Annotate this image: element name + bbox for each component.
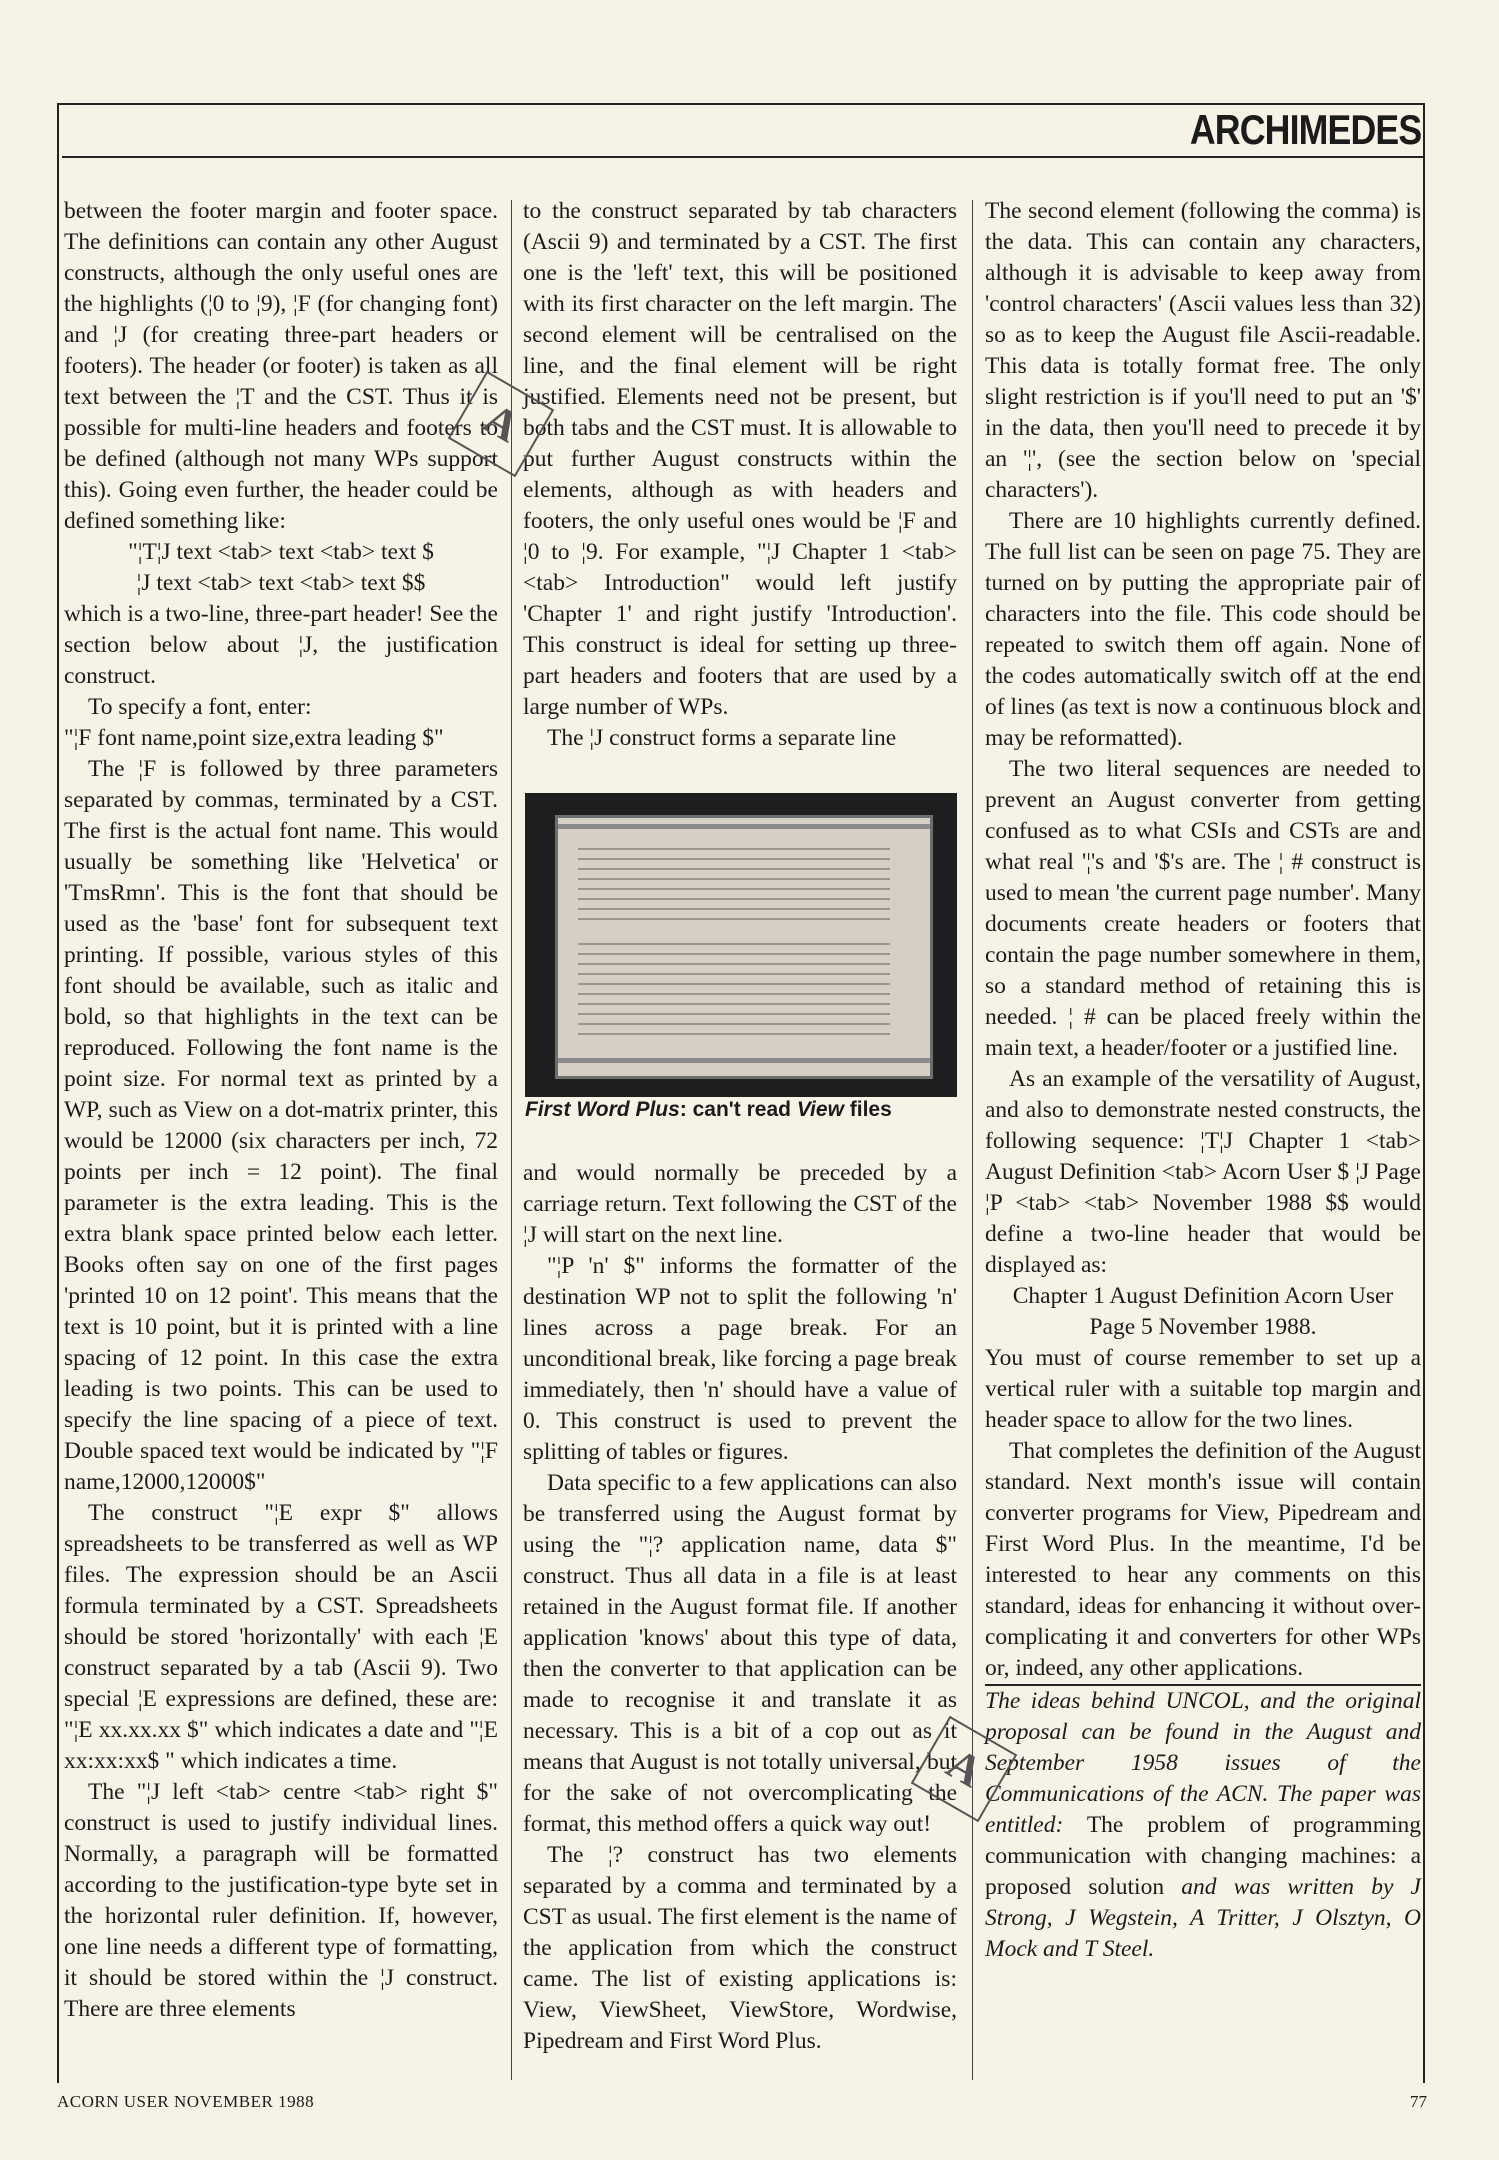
section-title: ARCHIMEDES bbox=[1189, 106, 1421, 153]
paragraph: "¦T¦J text <tab> text <tab> text $ bbox=[128, 539, 434, 565]
monitor-screen bbox=[555, 815, 933, 1079]
footer-issue: ACORN USER NOVEMBER 1988 bbox=[57, 2092, 315, 2111]
figure-caption: First Word Plus: can't read View files bbox=[525, 1098, 892, 1121]
library-stamp: A bbox=[448, 371, 555, 478]
paragraph: which is a two-line, three-part header! See the section below about ¦J, the justification construct. bbox=[64, 601, 498, 689]
paragraph: The "¦J left <tab> centre <tab> right $" construct is used to justify individual lines. Normally, a paragraph will be formatted according to the justification-type byte set in the horizontal ruler definition. If, however, one line needs a different type of formatting, it should be stored within the ¦J construct. There are three elements bbox=[64, 1779, 498, 2022]
paragraph: The ¦J construct forms a separate line bbox=[547, 725, 897, 751]
header-rule bbox=[62, 156, 1423, 158]
paragraph: The ¦F is followed by three parameters separated by commas, terminated by a CST. The first is the actual font name. This would usually be something like 'Helvetica' or 'TmsRmn'. This is the font that should be used as the 'base' font for subsequent text printing. If possible, various styles of this font should be available, such as italic and bold, so that highlights in the text can be reproduced. Following the font name is the point size. For normal text as printed by a WP, such as View on a dot-matrix printer, this would be 12000 (six characters per inch, 72 points per inch = 12 point). The final parameter is the extra leading. This is the extra blank space printed below each letter. Books often say on one of the first pages 'printed 10 on 12 point'. This means that the text is 10 point, but it is printed with a line spacing of 12 point. In this case the extra leading is two points. This can be used to specify the line spacing of a piece of text. Double spaced text would be indicated by "¦F name,12000,12000$" bbox=[64, 756, 498, 1495]
paragraph: ¦J text <tab> text <tab> text $$ bbox=[136, 570, 426, 596]
paragraph: and would normally be preceded by a carriage return. Text following the CST of the ¦J will start on the next line. bbox=[523, 1160, 957, 1248]
paragraph: To specify a font, enter: bbox=[88, 694, 312, 720]
paragraph: between the footer margin and footer space. The definitions can contain any other August constructs, although the only useful ones are the highlights (¦0 to ¦9), ¦F (for changing font) and ¦J (for creating three-part headers or footers). The header (or footer) is taken as all text between the ¦T and the CST. Thus it is possible for multi-line headers and footers to be defined (although not many WPs support this). Going even further, the header could be defined something like: bbox=[64, 198, 498, 534]
paragraph: The second element (following the comma) is the data. This can contain any characters, although it is advisable to keep away from 'control characters' (Ascii values less than 32) so as to keep the August file Ascii-readable. This data is totally format free. The only slight restriction is if you'll need to put an '$' in the data, then you'll need to precede it by an '¦', (see the section below on 'special characters'). bbox=[985, 198, 1421, 503]
paragraph: As an example of the versatility of August, and also to demonstrate nested constructs, the following sequence: ¦T¦J Chapter 1 <tab> August Definition <tab> Acorn User $ ¦J Page ¦P <tab> <tab> November 1988 $$ would define a two-line header that would be displayed as: bbox=[985, 1066, 1421, 1278]
paragraph: The construct "¦E expr $" allows spreadsheets to be transferred as well as WP files. The expression should be an Ascii formula terminated by a CST. Spreadsheets should be stored 'horizontally' with each ¦E construct separated by a tab (Ascii 9). Two special ¦E expressions are defined, these are: "¦E xx.xx.xx $" which indicates a date and "¦E xx:xx:xx$ " which indicates a time. bbox=[64, 1500, 498, 1774]
paragraph: to the construct separated by tab characters (Ascii 9) and terminated by a CST. The first one is the 'left' text, this will be positioned with its first character on the left margin. The second element will be centralised on the line, and the final element will be right justified. Elements need not be present, but both tabs and the CST must. It is allowable to put further August constructs within the elements, although as with headers and footers, the only useful ones would be ¦F and ¦0 to ¦9. For example, "¦J Chapter 1 <tab> <tab> Introduction" would left justify 'Chapter 1' and right justify 'Introduction'. This construct is ideal for setting up three-part headers and footers that are used by a large number of WPs. bbox=[523, 198, 957, 720]
paragraph: There are 10 highlights currently defined. The full list can be seen on page 75. They are turned on by putting the appropriate pair of characters into the file. This code should be repeated to switch them off again. None of the codes automatically switch off at the end of lines (as text is now a continuous block and may be reformatted). bbox=[985, 508, 1421, 751]
column-separator bbox=[511, 200, 512, 2080]
screenshot-photo bbox=[525, 793, 957, 1097]
right-frame-rule bbox=[1423, 103, 1425, 2083]
paragraph: "¦F font name,point size,extra leading $" bbox=[64, 725, 444, 751]
page-number: 77 bbox=[1410, 2092, 1427, 2111]
footnote: The ideas behind UNCOL, and the original proposal can be found in the August and September 1958 issues of the Communications of the ACN. The paper was entitled: The problem of programming communication with changing machines: a proposed solution and was written by J Strong, J Wegstein, A Tritter, J Olsztyn, O Mock and T Steel. bbox=[985, 1684, 1421, 1965]
left-frame-rule bbox=[57, 103, 59, 2083]
article-column-2-top bbox=[523, 196, 957, 754]
article-column-1 bbox=[64, 196, 498, 2025]
paragraph: Page 5 November 1988. bbox=[1089, 1314, 1317, 1340]
paragraph: That completes the definition of the August standard. Next month's issue will contain converter programs for View, Pipedream and First Word Plus. In the meantime, I'd be interested to hear any comments on this standard, ideas for enhancing it without over-complicating it and converters for other WPs or, indeed, any other applications. bbox=[985, 1438, 1421, 1681]
paragraph: The two literal sequences are needed to prevent an August converter from getting confused as to what CSIs and CSTs are and what real '¦'s and '$'s are. The ¦ # construct is used to mean 'the current page number'. Many documents create headers or footers that contain the page number somewhere in them, so a standard method of retaining this is needed. ¦ # can be placed freely within the main text, a header/footer or a justified line. bbox=[985, 756, 1421, 1061]
top-frame-rule bbox=[57, 103, 1425, 105]
paragraph: "¦P 'n' $" informs the formatter of the destination WP not to split the following 'n' lines across a page break. For an unconditional break, like forcing a page break immediately, then 'n' should have a value of 0. This construct is used to prevent the splitting of tables or figures. bbox=[523, 1253, 957, 1465]
paragraph: Data specific to a few applications can also be transferred using the August format by using the "¦? application name, data $" construct. Thus all data in a file is at least retained in the August format file. If another application 'knows' about this type of data, then the converter to that application can be made to recognise it and translate it as necessary. This is a bit of a cop out as it means that August is not totally universal, but for the sake of not overcomplicating the format, this method offers a quick way out! bbox=[523, 1470, 957, 1837]
article-column-3 bbox=[985, 196, 1421, 1965]
paragraph: Chapter 1 August Definition Acorn User bbox=[1012, 1283, 1394, 1309]
library-stamp: A bbox=[911, 1716, 1018, 1823]
paragraph: The ¦? construct has two elements separated by a comma and terminated by a CST as usual. The first element is the name of the application from which the construct came. The list of existing applications is: View, ViewSheet, ViewStore, Wordwise, Pipedream and First Word Plus. bbox=[523, 1842, 957, 2054]
article-column-2-bottom bbox=[523, 1158, 957, 2057]
paragraph: You must of course remember to set up a vertical ruler with a suitable top margin and header space to allow for the two lines. bbox=[985, 1345, 1421, 1433]
